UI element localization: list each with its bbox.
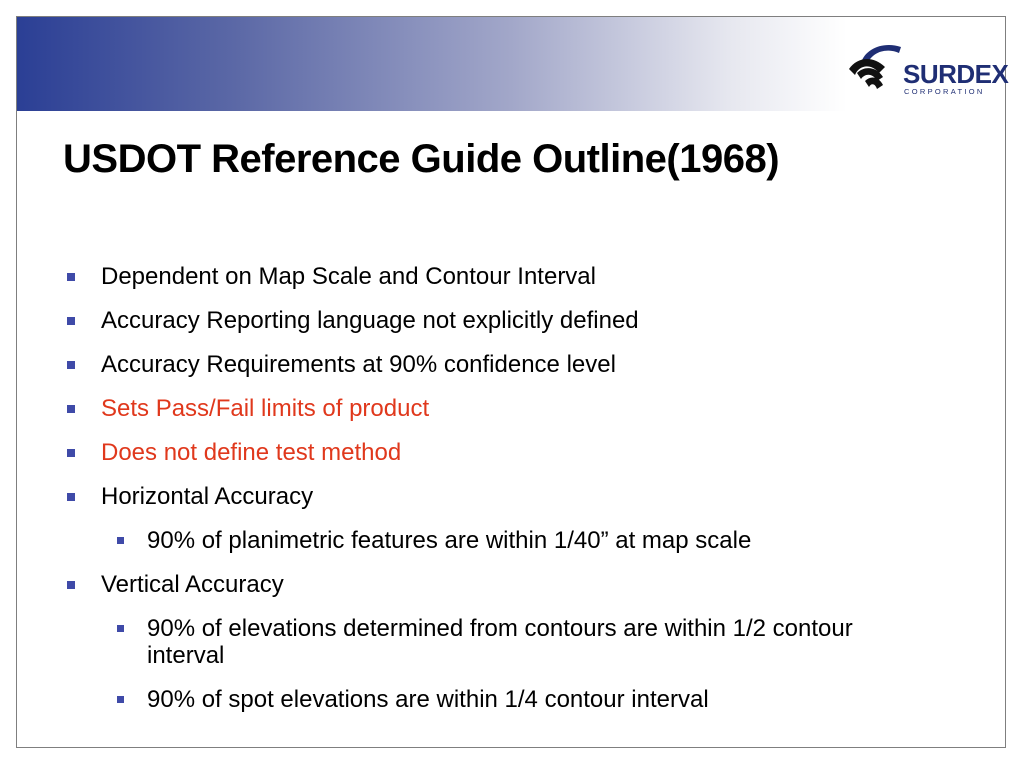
bullet-item — [63, 527, 867, 554]
bullet-text: 90% of elevations determined from contours are within 1/2 contour interval — [147, 615, 853, 669]
bullet-item — [63, 615, 867, 669]
logo-wordmark: SURDEX — [903, 59, 1009, 89]
bullet-text: Accuracy Requirements at 90% confidence level — [101, 351, 616, 378]
logo-subtitle: CORPORATION — [904, 87, 985, 96]
square-bullet-icon — [117, 537, 124, 544]
square-bullet-icon — [67, 361, 75, 369]
bullet-text: Dependent on Map Scale and Contour Interval — [101, 263, 596, 290]
bullet-list — [63, 263, 963, 730]
bullet-text: Horizontal Accuracy — [101, 483, 314, 510]
square-bullet-icon — [67, 449, 75, 457]
square-bullet-icon — [117, 696, 124, 703]
bullet-item — [63, 351, 963, 378]
bullet-text: Vertical Accuracy — [101, 571, 284, 598]
bullet-item — [63, 439, 963, 466]
square-bullet-icon — [67, 581, 75, 589]
square-bullet-icon — [117, 625, 124, 632]
bullet-text: Accuracy Reporting language not explicitly defined — [101, 307, 639, 334]
square-bullet-icon — [67, 405, 75, 413]
bullet-item — [63, 571, 963, 598]
bullet-item — [63, 686, 867, 713]
bullet-text: Sets Pass/Fail limits of product — [101, 395, 430, 422]
square-bullet-icon — [67, 317, 75, 325]
bullet-item — [63, 395, 963, 422]
bullet-item — [63, 307, 963, 334]
bullet-item — [63, 263, 963, 290]
bullet-item — [63, 483, 963, 510]
bullet-text: 90% of spot elevations are within 1/4 contour interval — [147, 686, 709, 713]
slide — [16, 16, 1009, 748]
surdex-logo — [843, 33, 1009, 105]
bullet-text: 90% of planimetric features are within 1/40” at map scale — [147, 527, 752, 554]
bullet-text: Does not define test method — [101, 439, 402, 466]
square-bullet-icon — [67, 273, 75, 281]
slide-title: USDOT Reference Guide Outline(1968) — [63, 137, 780, 181]
surdex-swoosh-icon — [843, 33, 907, 97]
square-bullet-icon — [67, 493, 75, 501]
